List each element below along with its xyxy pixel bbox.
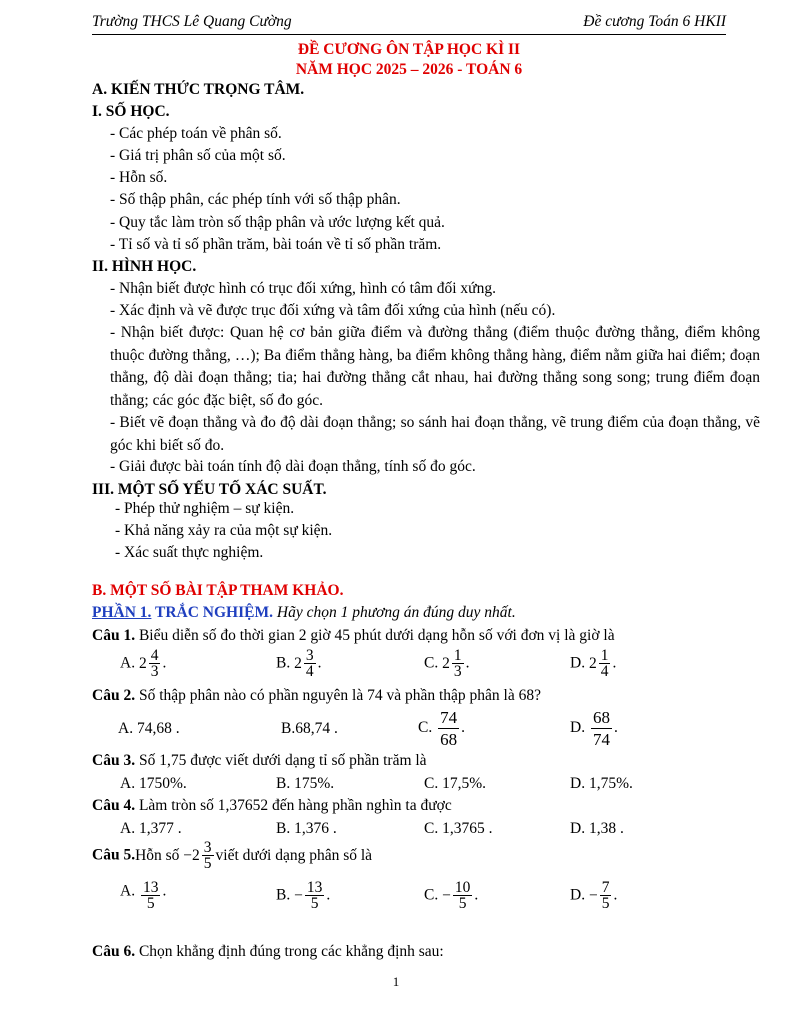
doc-title-line2: NĂM HỌC 2025 – 2026 - TOÁN 6 [295, 61, 523, 78]
q5-option-c: C. − $\frac{10}{5}$ . [424, 879, 479, 912]
question-1 [92, 625, 615, 647]
q4-option-b: B. 1,376 . [276, 820, 337, 837]
list-item: - Các phép toán về phân số. [110, 125, 282, 142]
part1-instruction: Hãy chọn 1 phương án đúng duy nhất. [273, 604, 516, 621]
question-label: Câu 1. [92, 627, 136, 644]
q4-option-c: C. 1,3765 . [424, 820, 493, 837]
part1-label: PHẦN 1. [92, 604, 152, 621]
question-text: Làm tròn số 1,37652 đến hàng phần nghìn ta được [135, 797, 452, 814]
list-item: - Hỗn số. [110, 169, 168, 186]
doc-title-line1: ĐỀ CƯƠNG ÔN TẬP HỌC KÌ II [297, 41, 521, 58]
page-number: 1 [392, 974, 400, 989]
section-ii-heading: II. HÌNH HỌC. [92, 258, 197, 275]
question-text: Hỗn số −2 [135, 846, 200, 864]
question-label: Câu 4. [92, 797, 136, 814]
header-doc-title: Đề cương Toán 6 HKII [583, 13, 726, 30]
q1-option-a: A. 2 $\frac{4}{3}$ . [120, 647, 167, 680]
list-item: - Biết vẽ đoạn thẳng và đo độ dài đoạn thẳng; so sánh hai đoạn thẳng, vẽ trung điểm của đoạn thẳng, vẽ góc khi biết số đo. [110, 414, 760, 454]
header-school: Trường THCS Lê Quang Cường [92, 13, 292, 30]
question-label: Câu 6. [92, 943, 136, 960]
q3-option-d: D. 1,75%. [570, 775, 633, 792]
q5-option-a: A. $\frac{13}{5}$ . [120, 879, 167, 912]
list-item: - Nhận biết được hình có trục đối xứng, hình có tâm đối xứng. [110, 280, 496, 297]
q5-option-b: B. − $\frac{13}{5}$ . [276, 879, 331, 912]
question-label: Câu 2. [92, 687, 136, 704]
question-3 [92, 750, 427, 772]
question-6 [92, 941, 444, 963]
list-item: - Xác suất thực nghiệm. [115, 544, 264, 561]
q5-option-d: D. − $\frac{7}{5}$ . [570, 879, 618, 912]
list-item: - Quy tắc làm tròn số thập phân và ước lượng kết quả. [110, 214, 445, 231]
section-a-heading: A. KIẾN THỨC TRỌNG TÂM. [92, 81, 305, 98]
question-5: Câu 5. Hỗn số −2 $\frac{3}{5}$ viết dưới dạng phân số là [92, 839, 373, 872]
question-2 [92, 685, 541, 707]
question-4 [92, 795, 452, 817]
list-item: - Số thập phân, các phép tính với số thập phân. [110, 191, 401, 208]
list-item: - Phép thử nghiệm – sự kiện. [115, 500, 295, 517]
question-text: Chọn khẳng định đúng trong các khẳng định sau: [135, 943, 444, 960]
section-iii-heading: III. MỘT SỐ YẾU TỐ XÁC SUẤT. [92, 481, 327, 498]
question-text: Biểu diễn số đo thời gian 2 giờ 45 phút dưới dạng hỗn số với đơn vị là giờ là [135, 627, 615, 644]
q4-option-a: A. 1,377 . [120, 820, 182, 837]
list-item: - Xác định và vẽ được trục đối xứng và tâm đối xứng của hình (nếu có). [110, 302, 556, 319]
page-header [92, 12, 726, 35]
part1-heading [92, 602, 516, 624]
q3-option-a: A. 1750%. [120, 775, 187, 792]
list-item: - Khả năng xảy ra của một sự kiện. [115, 522, 333, 539]
list-item: - Nhận biết được: Quan hệ cơ bản giữa điểm và đường thẳng (điểm thuộc đường thẳng, điểm không thuộc đường thẳng, …); Ba điểm thẳng hàng, ba điểm không thẳng hàng, điểm nằm giữa hai điểm; đoạn thẳng, độ dài đoạn thẳng; tia; hai đường thẳng cắt nhau, hai đường thẳng song song; trung điểm đoạn thẳng; các góc đặc biệt, số đo góc. [110, 324, 760, 409]
q2-option-c: C. $\frac{74}{68}$ . [418, 708, 465, 749]
q3-option-b: B. 175%. [276, 775, 335, 792]
question-text: Số thập phân nào có phần nguyên là 74 và phần thập phân là 68? [135, 687, 541, 704]
q4-option-d: D. 1,38 . [570, 820, 624, 837]
q1-option-c: C. 2 $\frac{1}{3}$ . [424, 647, 470, 680]
section-i-heading: I. SỐ HỌC. [92, 103, 170, 120]
part1-title: TRẮC NGHIỆM. [151, 604, 273, 621]
question-text: Số 1,75 được viết dưới dạng tỉ số phần trăm là [135, 752, 427, 769]
question-label: Câu 3. [92, 752, 136, 769]
list-item: - Giải được bài toán tính độ dài đoạn thẳng, tính số đo góc. [110, 458, 476, 475]
question-label: Câu 5. [92, 846, 136, 864]
q1-option-b: B. 2 $\frac{3}{4}$ . [276, 647, 322, 680]
q3-option-c: C. 17,5%. [424, 775, 486, 792]
q2-option-a: A. 74,68 . [118, 720, 180, 737]
q2-option-d: D. $\frac{68}{74}$ . [570, 708, 618, 749]
list-item: - Giá trị phân số của một số. [110, 147, 286, 164]
q1-option-d: D. 2 $\frac{1}{4}$ . [570, 647, 617, 680]
list-item: - Tỉ số và tỉ số phần trăm, bài toán về tỉ số phần trăm. [110, 236, 442, 253]
q2-option-b: B.68,74 . [281, 720, 338, 737]
section-b-heading: B. MỘT SỐ BÀI TẬP THAM KHẢO. [92, 582, 344, 599]
